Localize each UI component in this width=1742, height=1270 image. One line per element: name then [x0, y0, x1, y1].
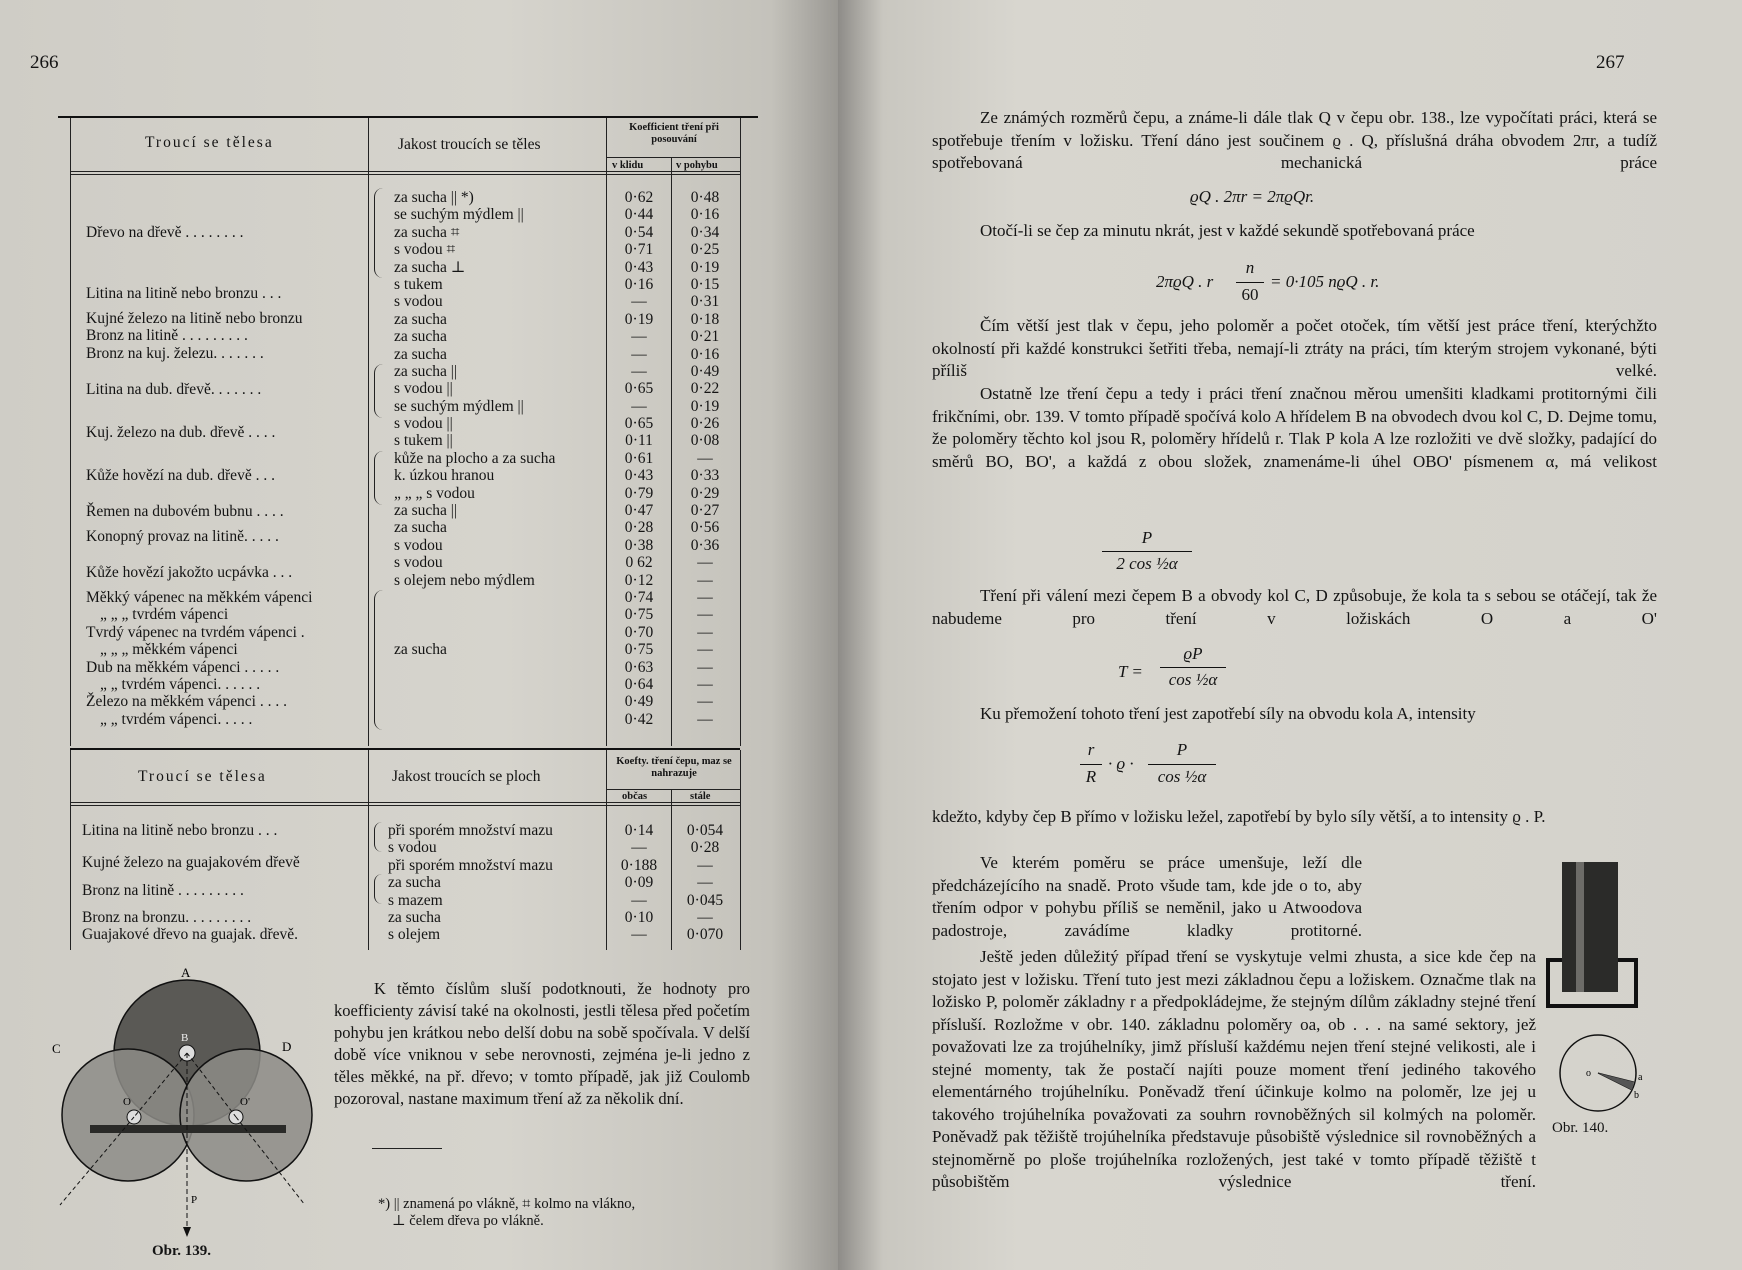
t2-always-column	[673, 822, 737, 944]
formula-5-num2: P	[1176, 740, 1188, 759]
t1-q-16: k. úzkou hranou	[394, 467, 495, 485]
t2-q-6: s olejem	[388, 926, 441, 944]
t1-motion-6: 0·31	[690, 293, 720, 311]
t1-motion-28: —	[697, 675, 713, 693]
formula-5-den1: R	[1085, 767, 1097, 786]
t1-rest-13: 0·65	[624, 415, 654, 433]
paragraph-4: Ostatně lze tření čepu a tedy i práci tření značnou měrou umenšiti kladkami protitornými čili frikčními, obr. 139. V tomto případě spočívá kolo A hřídelem B na obvodech dvou kol C, D. Dejme tomu, že poloměry těchto kol jsou R, poloměry hřídelů r. Tlak P kola A lze rozložiti ve dvě složky, padající do směrů BO, BO', a každá z obou složek, znamenáme-li úhel OBO' písmenem α, má velikost	[932, 384, 1657, 471]
t1-rest-0: 0·62	[624, 189, 654, 206]
t1-body-15: Dub na měkkém vápenci . . . . .	[86, 659, 280, 676]
page-number-left: 266	[30, 52, 59, 73]
t1-q-4: za sucha ⊥	[394, 258, 466, 276]
t2-brace-0	[374, 822, 383, 852]
paragraph-8: Ve kterém poměru se práce umenšuje, leží dle předcházejícího na snadě. Proto všude tam, kde jde o to, aby třením odpor v pohybu příliš se neměnil, jako u Atwoodova padostroje, zavádíme kladky protitorné.	[932, 853, 1362, 940]
t1-body-0: Dřevo na dřevě . . . . . . . .	[86, 224, 244, 241]
t1-q-26: za sucha	[394, 641, 447, 659]
table2-header-sometimes: občas	[622, 791, 648, 802]
t2-sometimes-column	[608, 822, 670, 944]
t1-motion-21: —	[697, 554, 713, 572]
t1-motion-24: —	[697, 606, 713, 624]
formula-4-num: ϱP	[1183, 644, 1203, 663]
t1-rest-28: 0·64	[624, 675, 654, 693]
t1-q-7: za sucha	[394, 310, 447, 328]
t2-q-5: za sucha	[388, 908, 441, 926]
t1-motion-13: 0·26	[690, 415, 720, 433]
shaft-highlight	[1576, 862, 1584, 992]
t1-q-21: s vodou	[394, 554, 443, 572]
t1-motion-29: —	[697, 693, 713, 711]
t1-motion-8: 0·21	[690, 328, 720, 346]
t1-q-12: se suchým mýdlem ||	[394, 397, 524, 415]
formula-5-mid: · ϱ ·	[1108, 754, 1134, 773]
label-o2: O'	[240, 1096, 250, 1108]
t1-q-13: s vodou ||	[394, 415, 453, 433]
t1-body-6: Kuj. železo na dub. dřevě . . . .	[86, 424, 276, 441]
t1-q-22: s olejem nebo mýdlem	[394, 571, 535, 589]
t1-body-14: „ „ „ měkkém vápenci	[100, 641, 238, 658]
t1-motion-0: 0·48	[690, 189, 720, 206]
footnote-rule	[372, 1148, 442, 1149]
t1-body-3: Bronz na litině . . . . . . . . .	[86, 327, 248, 344]
t1-q-15: kůže na plocho a za sucha	[394, 449, 556, 467]
t1-rest-27: 0·63	[624, 658, 654, 676]
t1-body-2: Kujné železo na litině nebo bronzu	[86, 310, 303, 327]
t1-q-9: za sucha	[394, 345, 447, 363]
t1-q-2: za sucha ⌗	[394, 223, 460, 241]
t1-rest-column	[608, 189, 670, 728]
formula-4-left: T =	[1118, 662, 1143, 681]
t1-motion-4: 0·19	[690, 258, 720, 276]
label-o: O	[123, 1096, 131, 1108]
t2-brace-1	[374, 874, 383, 904]
t2-q-4: s mazem	[388, 891, 443, 909]
t1-brace-0	[374, 188, 383, 278]
t1-rest-29: 0·49	[624, 693, 654, 711]
t1-rest-24: 0·75	[624, 606, 654, 624]
t1-q-23	[394, 589, 604, 606]
table1-col-rule-2	[606, 118, 607, 746]
label-a-140: a	[1638, 1072, 1643, 1083]
t1-rest-7: 0·19	[624, 310, 654, 328]
t1-rest-23: 0·74	[624, 588, 654, 606]
t1-motion-3: 0·25	[690, 241, 720, 259]
t1-motion-12: 0·19	[690, 397, 720, 415]
label-d: D	[282, 1039, 292, 1054]
table2-subheader-rule	[606, 789, 740, 790]
table1-subheader-rule	[606, 157, 740, 158]
table1-header-coef: Koefficient tření při posouvání	[629, 122, 719, 145]
t1-motion-9: 0·16	[690, 345, 720, 363]
formula-2-left: 2πϱQ . r	[1156, 272, 1214, 291]
t2-s-6: —	[631, 926, 647, 944]
t1-q-3: s vodou ⌗	[394, 241, 456, 259]
t1-q-24	[394, 606, 604, 623]
t1-body-1: Litina na litině nebo bronzu . . .	[86, 285, 282, 302]
t2-s-4: —	[631, 891, 647, 909]
t1-q-20: s vodou	[394, 536, 443, 554]
table2-header-rule-a	[70, 802, 740, 803]
t1-rest-8: —	[631, 328, 647, 346]
table2-top-rule	[70, 748, 740, 750]
paragraph-3: Čím větší jest tlak v čepu, jeho poloměr a počet otoček, tím větší jest práce tření, kterýchžto okolností při každé konstrukci šetřiti třeba, nemají-li ztráty na práci, tím kterým strojem vykonané, býti příliš velké.	[932, 316, 1657, 380]
t1-rest-12: —	[631, 397, 647, 415]
t1-motion-30: —	[697, 710, 713, 728]
t2-q-3: za sucha	[388, 874, 441, 892]
t2-s-3: 0·09	[624, 874, 654, 892]
t1-rest-14: 0·11	[625, 432, 653, 450]
t2-s-1: —	[631, 839, 647, 857]
t1-q-0: za sucha || *)	[394, 189, 474, 206]
t2-a-0: 0·054	[686, 822, 724, 839]
t2-body-1: Kujné železo na guajakovém dřevě	[82, 854, 300, 871]
t1-rest-11: 0·65	[624, 380, 654, 398]
t1-rest-21: 0 62	[625, 554, 653, 572]
table2-header-coef: Koefty. tření čepu, maz se nahrazuje	[616, 756, 732, 779]
t1-body-10: Kůže hovězí jakožto ucpávka . . .	[86, 564, 293, 581]
paragraph-5: Tření při válení mezi čepem B a obvody kol C, D způsobuje, že kola ta s sebou se otáčejí, tak že nabudeme pro tření v ložiskách O a O'	[932, 586, 1657, 628]
t1-body-9: Konopný provaz na litině. . . . .	[86, 528, 279, 545]
t2-a-5: —	[697, 908, 713, 926]
t1-rest-17: 0·79	[624, 484, 654, 502]
t2-quality-column	[388, 822, 603, 944]
formula-1: ϱQ . 2πr = 2πϱQr.	[1190, 187, 1315, 206]
label-a: A	[181, 965, 191, 980]
t1-motion-5: 0·15	[690, 275, 720, 293]
t1-motion-16: 0·33	[690, 467, 720, 485]
table1-header-quality: Jakost troucích se těles	[398, 136, 541, 153]
t1-motion-17: 0·29	[690, 484, 720, 502]
formula-4-bar	[1160, 667, 1226, 668]
label-o-140: o	[1586, 1068, 1591, 1079]
t1-rest-9: —	[631, 345, 647, 363]
formula-2-den: 60	[1241, 285, 1259, 304]
t1-q-25	[394, 624, 604, 641]
t1-quality-column	[394, 189, 604, 659]
table1-header-rest: v klidu	[612, 160, 644, 171]
t2-body-0: Litina na litině nebo bronzu . . .	[82, 822, 278, 839]
t2-a-3: —	[697, 874, 713, 892]
paragraph-7: kdežto, kdyby čep B přímo v ložisku ležel, zapotřebí by bylo síly větší, a to intensity ϱ . P.	[932, 807, 1546, 826]
table2-header-always: stále	[690, 791, 711, 802]
t1-motion-11: 0·22	[690, 380, 720, 398]
t1-motion-7: 0·18	[690, 310, 720, 328]
t1-motion-20: 0·36	[690, 536, 720, 554]
t1-q-11: s vodou ||	[394, 380, 453, 398]
t1-q-18: za sucha ||	[394, 502, 458, 520]
left-paragraph: K těmto číslům sluší podotknouti, že hodnoty pro koefficienty závisí také na okolnosti, jestli tělesa před početím pohybu jen krátkou nebo delší dobu na sobě spočívala. V delší době více vniknou v sebe nerovnosti, zejména je-li jedno z těles měkké, na př. dřevo; v tomto případě, jak již Coulomb pozoroval, nastane maximum tření až za několik dní.	[334, 979, 750, 1108]
t1-body-16: „ „ tvrdém vápenci. . . . . .	[100, 676, 261, 693]
t1-rest-19: 0·28	[624, 519, 654, 537]
t1-motion-26: —	[697, 641, 713, 659]
label-b: B	[181, 1032, 189, 1044]
t2-a-2: —	[697, 856, 713, 874]
t1-motion-18: 0·27	[690, 502, 720, 520]
paragraph-6: Ku přemožení tohoto tření jest zapotřebí síly na obvodu kola A, intensity	[980, 704, 1476, 723]
t1-motion-23: —	[697, 588, 713, 606]
t1-body-12: „ „ „ tvrdém vápenci	[100, 606, 229, 623]
t1-motion-14: 0·08	[690, 432, 720, 450]
wheel-d	[180, 1049, 312, 1181]
table1-col-rule-3	[671, 158, 672, 746]
t1-q-19: za sucha	[394, 519, 447, 537]
t1-rest-10: —	[631, 362, 647, 380]
t2-q-0: při sporém množství mazu	[388, 822, 553, 839]
table2-right-rule	[740, 750, 741, 950]
t1-rest-18: 0·47	[624, 502, 654, 520]
table1-col-rule-1	[368, 118, 369, 746]
table1-header-rule-a	[70, 171, 740, 172]
t1-body-17: Železo na měkkém vápenci . . . .	[86, 693, 287, 710]
t1-q-8: za sucha	[394, 328, 447, 346]
table1-left-rule	[70, 118, 71, 746]
t1-rest-25: 0·70	[624, 623, 654, 641]
table2-col-rule-1	[368, 750, 369, 950]
formula-2-bar	[1236, 282, 1264, 283]
formula-3-den: 2 cos ½α	[1116, 554, 1178, 573]
t1-q-6: s vodou	[394, 293, 443, 311]
t1-body-11: Měkký vápenec na měkkém vápenci	[86, 589, 313, 606]
figure-140	[1556, 1030, 1666, 1116]
t1-body-8: Řemen na dubovém bubnu . . . .	[86, 503, 284, 520]
t1-rest-6: —	[631, 293, 647, 311]
t1-motion-19: 0·56	[690, 519, 720, 537]
t2-a-6: 0·070	[686, 926, 724, 944]
formula-2-num: n	[1245, 258, 1255, 277]
formula-5-den2: cos ½α	[1157, 767, 1207, 786]
t1-rest-30: 0·42	[624, 710, 654, 728]
t1-body-13: Tvrdý vápenec na tvrdém vápenci .	[86, 624, 305, 641]
left-page	[0, 0, 838, 1270]
t1-motion-27: —	[697, 658, 713, 676]
footnote-line-1: *) || znamená po vlákně, ⌗ kolmo na vlákno,	[378, 1196, 636, 1212]
sector-triangle	[1598, 1073, 1634, 1090]
formula-5-bar1	[1080, 764, 1102, 765]
t1-motion-10: 0·49	[690, 362, 720, 380]
figure-139-caption: Obr. 139.	[152, 1243, 212, 1259]
paragraph-1: Ze známých rozměrů čepu, a známe-li dále tlak Q v čepu obr. 138., lze vypočítati práci, která se spotřebuje třením v ložisku. Tření dáno jest součinem ϱ . Q, příslušná dráha obvodem 2πr, a tudíž spotřebovaná mechanická práce	[932, 108, 1657, 172]
t1-motion-15: —	[697, 449, 713, 467]
formula-5-bar2	[1148, 764, 1216, 765]
t2-body-4: Guajakové dřevo na guajak. dřevě.	[82, 926, 299, 943]
table1-header-bodies: Troucí se tělesa	[145, 134, 274, 151]
t1-motion-25: —	[697, 623, 713, 641]
t2-body-2: Bronz na litině . . . . . . . . .	[82, 882, 244, 899]
table1-top-rule	[58, 116, 758, 118]
paragraph-2: Otočí-li se čep za minutu nkrát, jest v každé sekundě spotřebovaná práce	[980, 221, 1475, 240]
t1-q-1: se suchým mýdlem ||	[394, 206, 524, 224]
t1-q-17: „ „ „ s vodou	[394, 484, 475, 502]
t2-q-1: s vodou	[388, 839, 437, 857]
t1-rest-16: 0·43	[624, 467, 654, 485]
table2-header-rule-b	[70, 805, 740, 806]
t2-body-3: Bronz na bronzu. . . . . . . . .	[82, 909, 252, 926]
formula-5-num1: r	[1087, 740, 1095, 759]
t1-body-18: „ „ tvrdém vápenci. . . . .	[100, 711, 253, 728]
t1-q-5: s tukem	[394, 275, 443, 293]
t1-brace-2	[374, 451, 383, 505]
page-number-right: 267	[1596, 52, 1625, 73]
label-b-140: b	[1634, 1090, 1639, 1101]
pivot-shaft	[1562, 862, 1618, 992]
label-c: C	[52, 1041, 61, 1056]
t1-rest-5: 0·16	[624, 275, 654, 293]
t1-rest-20: 0·38	[624, 536, 654, 554]
table2-col-rule-2	[606, 750, 607, 950]
footnote-line-2: ⊥ čelem dřeva po vlákně.	[392, 1213, 544, 1229]
t1-rest-22: 0·12	[624, 571, 654, 589]
t1-rest-3: 0·71	[624, 241, 654, 259]
t1-body-4: Bronz na kuj. železu. . . . . . .	[86, 345, 264, 362]
t1-q-10: za sucha ||	[394, 362, 458, 380]
t1-q-14: s tukem ||	[394, 432, 453, 450]
table1-header-motion: v pohybu	[676, 160, 718, 171]
t1-rest-1: 0·44	[624, 206, 654, 224]
t1-brace-1	[374, 364, 383, 418]
t2-q-2: při sporém množství mazu	[388, 856, 553, 874]
t1-brace-3	[374, 590, 383, 730]
t2-s-5: 0·10	[624, 908, 654, 926]
table2-col-rule-3	[671, 790, 672, 950]
t1-motion-22: —	[697, 571, 713, 589]
t1-rest-4: 0·43	[624, 258, 654, 276]
t2-a-4: 0·045	[686, 891, 724, 909]
formula-2-right: = 0·105 nϱQ . r.	[1270, 272, 1380, 291]
t1-rest-2: 0·54	[624, 223, 654, 241]
t2-s-2: 0·188	[620, 856, 658, 874]
table2-header-quality: Jakost troucích se ploch	[392, 768, 541, 785]
t1-rest-15: 0·61	[624, 449, 654, 467]
t2-s-0: 0·14	[624, 822, 654, 839]
figure-140-caption: Obr. 140.	[1552, 1120, 1609, 1136]
t1-body-7: Kůže hovězí na dub. dřevě . . .	[86, 467, 275, 484]
right-page	[838, 0, 1742, 1270]
t1-motion-2: 0·34	[690, 223, 720, 241]
formula-4-den: cos ½α	[1168, 670, 1218, 689]
table1-right-rule	[740, 118, 741, 746]
table2-header-bodies: Troucí se tělesa	[138, 768, 267, 785]
formula-3-bar	[1102, 551, 1192, 552]
table2-left-rule	[70, 750, 71, 950]
t2-a-1: 0·28	[690, 839, 720, 857]
t1-motion-column	[673, 189, 737, 728]
t1-motion-1: 0·16	[690, 206, 720, 224]
t1-rest-26: 0·75	[624, 641, 654, 659]
label-p: P	[191, 1194, 198, 1206]
formula-3-num: P	[1141, 528, 1153, 547]
table1-header-rule-b	[70, 174, 740, 175]
vertical-pivot-figure	[1546, 860, 1638, 1010]
figure-139	[50, 965, 320, 1255]
bearing-bar	[90, 1125, 286, 1133]
force-p-arrow	[183, 1227, 191, 1237]
paragraph-9: Ještě jeden důležitý případ tření se vyskytuje velmi zhusta, a sice kde čep na stojato jest v ložisku. Tření tuto jest mezi základnou čepu a ložiskem. Označme tlak na ložisko P, poloměr základny r a předpokládejme, že stejným dílům základny stejné tření přísluší. Rozložme v obr. 140. základnu poloměry oa, ob . . . na samé sektory, jež považovati lze za trojúhelníky, jimž přísluší každému nejen tření stejné velikosti, ale i stejné momenty, tak že postačí najíti pouze moment tření jediného takového elementárného trojúhelníku. Poněvadž tření účinkuje kolmo na poloměr, lze jej u takového trojúhelníka považovati za souhrn rovnoběžných sil kolmých na poloměr. Poněvadž pak těžiště trojúhelníka představuje působiště výslednice sil rovnoběžných a stejnoměrně po ploše trojúhelníka rozložených, jest také v tomto případě těžiště t působištěm výslednice tření.	[932, 947, 1536, 1191]
t1-body-5: Litina na dub. dřevě. . . . . . .	[86, 381, 262, 398]
